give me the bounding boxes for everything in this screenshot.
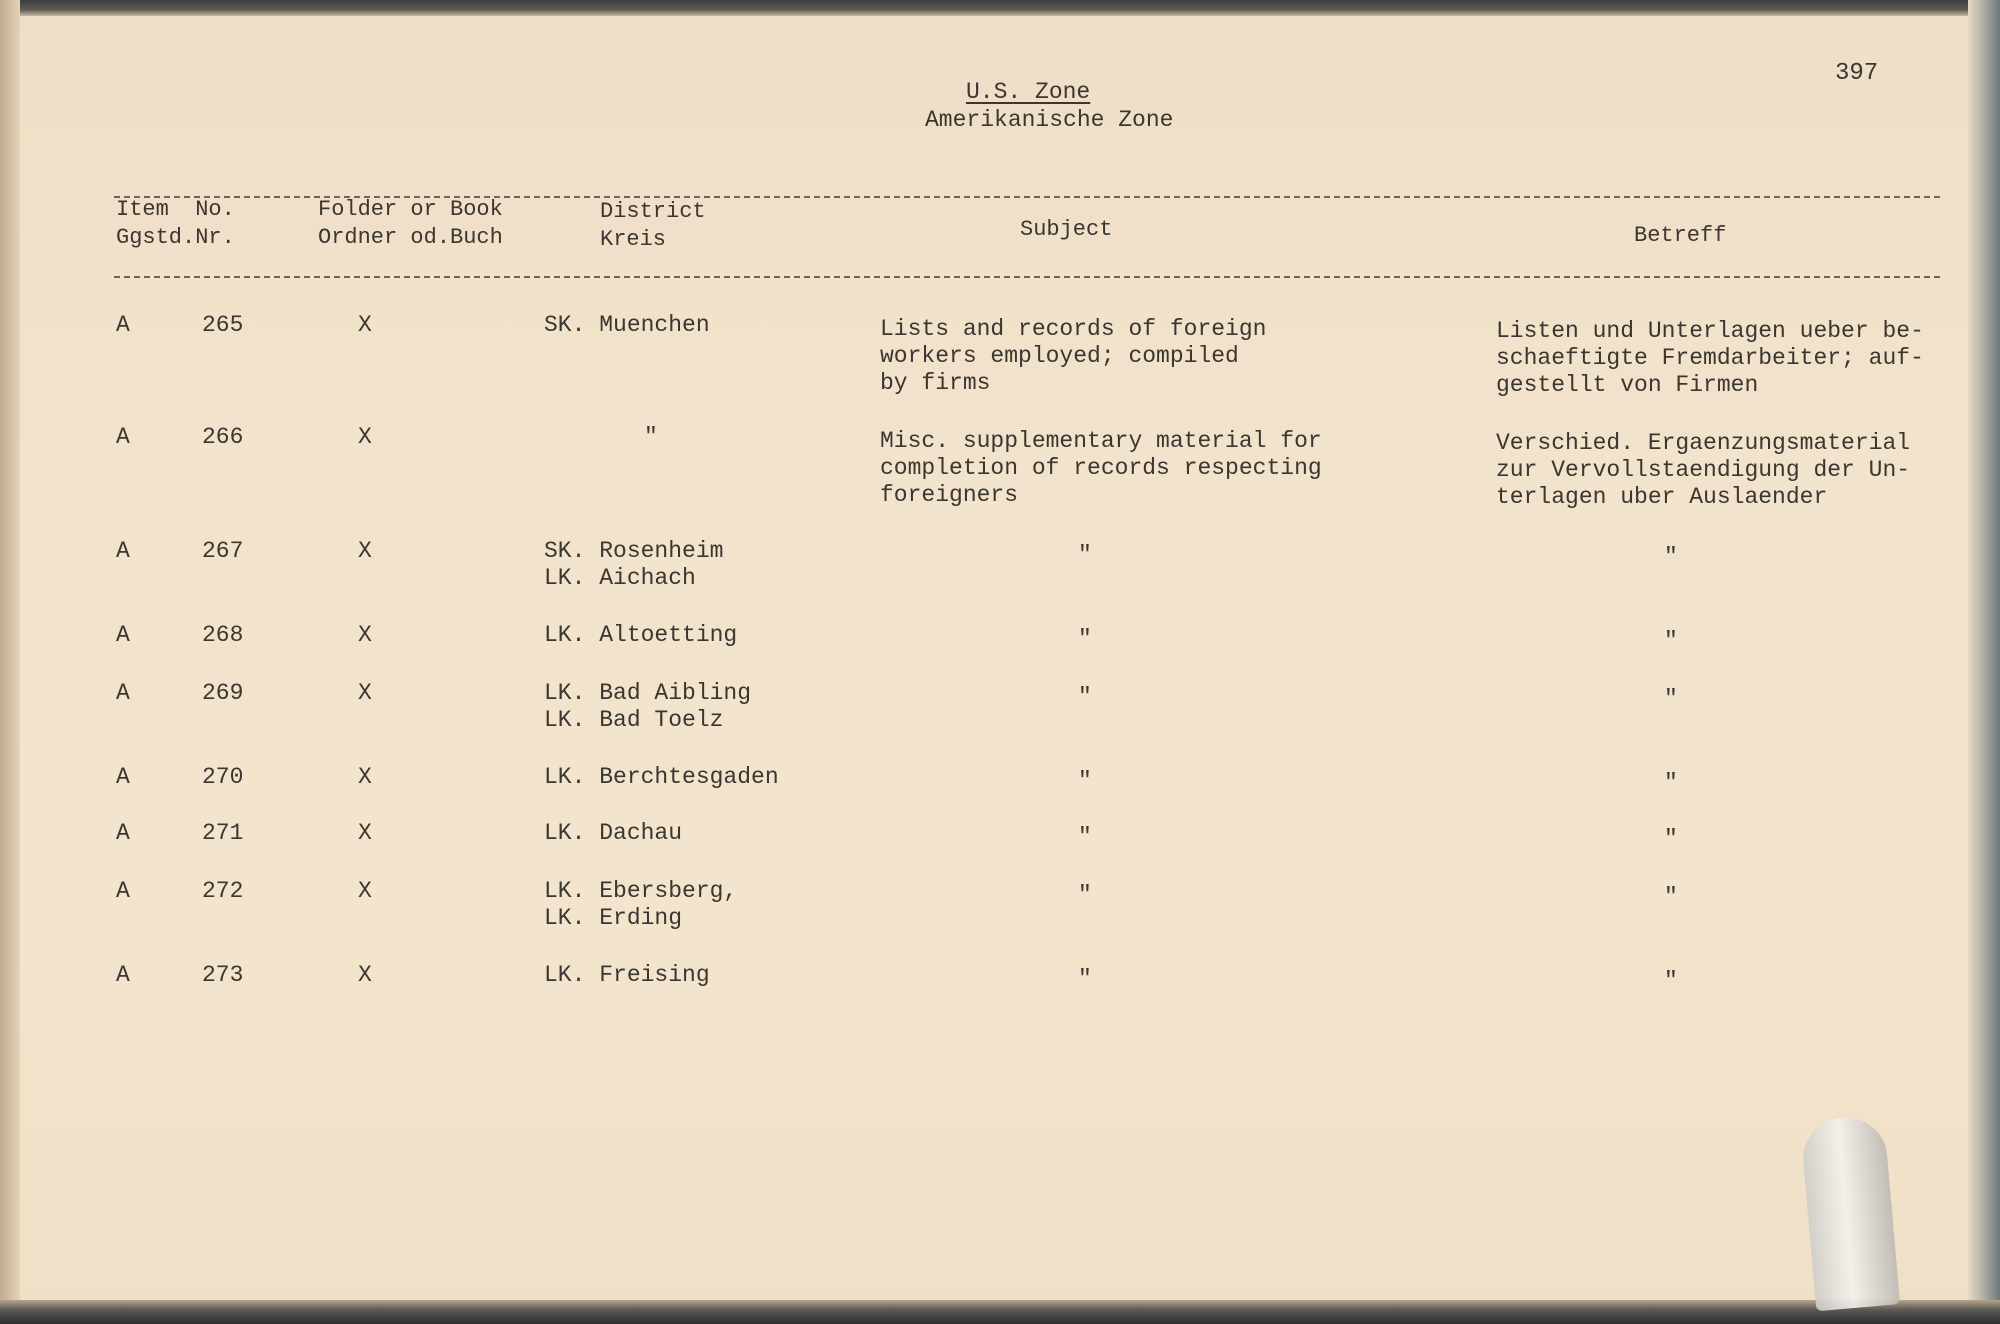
item-number: 265 (202, 312, 244, 338)
district-line: SK. Rosenheim (544, 538, 724, 564)
folder-mark: X (358, 622, 372, 648)
folder-mark: X (358, 820, 372, 846)
item-letter: A (116, 312, 130, 338)
col-district-label-2: Kreis (600, 227, 667, 252)
betreff-line: " (1664, 826, 1678, 852)
folder-mark: X (358, 424, 372, 450)
district-line: LK. Erding (544, 905, 683, 931)
betreff-line: gestellt von Firmen (1496, 372, 1759, 398)
subject-line: by firms (880, 370, 991, 396)
district-line: LK. Freising (544, 962, 710, 988)
item-number: 272 (202, 878, 244, 904)
subject-line: " (1078, 966, 1092, 992)
binder-edge-top (0, 0, 2000, 16)
district-line: LK. Berchtesgaden (544, 764, 779, 790)
subject-line: " (1078, 542, 1092, 568)
subject-line: Lists and records of foreign (880, 316, 1267, 342)
district-line: LK. Dachau (544, 820, 683, 846)
col-folder-label-2: Ordner od.Buch (318, 225, 503, 250)
betreff-line: terlagen uber Auslaender (1496, 484, 1828, 510)
item-letter: A (116, 764, 130, 790)
betreff-line: zur Vervollstaendigung der Un- (1496, 457, 1911, 483)
district-line: LK. Aichach (544, 565, 696, 591)
col-item-label-1: Item No. (116, 197, 235, 222)
item-letter: A (116, 878, 130, 904)
col-folder-label-1: Folder or Book (318, 197, 503, 222)
folder-mark: X (358, 538, 372, 564)
subject-line: foreigners (880, 482, 1019, 508)
district-line: LK. Ebersberg, (544, 878, 738, 904)
betreff-line: " (1664, 628, 1678, 654)
betreff-line: Verschied. Ergaenzungsmaterial (1496, 430, 1911, 456)
item-number: 269 (202, 680, 244, 706)
col-betreff-label: Betreff (1634, 223, 1727, 248)
item-number: 268 (202, 622, 244, 648)
item-number: 270 (202, 764, 244, 790)
binder-clip (1800, 1115, 1900, 1312)
folder-mark: X (358, 962, 372, 988)
district-line: LK. Bad Aibling (544, 680, 752, 706)
item-number: 273 (202, 962, 244, 988)
zone-title-en: U.S. Zone (966, 79, 1091, 105)
subject-line: " (1078, 684, 1092, 710)
folder-mark: X (358, 312, 372, 338)
folder-mark: X (358, 878, 372, 904)
folder-mark: X (358, 680, 372, 706)
betreff-line: schaeftigte Fremdarbeiter; auf- (1496, 345, 1924, 371)
folder-mark: X (358, 764, 372, 790)
item-letter: A (116, 538, 130, 564)
item-letter: A (116, 962, 130, 988)
district-line: " (644, 424, 658, 450)
item-letter: A (116, 424, 130, 450)
district-line: LK. Altoetting (544, 622, 738, 648)
binder-edge-bottom (0, 1300, 2000, 1324)
betreff-line: " (1664, 544, 1678, 570)
item-number: 267 (202, 538, 244, 564)
binder-edge-right (1968, 0, 2000, 1324)
zone-title-de: Amerikanische Zone (925, 107, 1174, 133)
betreff-line: " (1664, 968, 1678, 994)
betreff-line: " (1664, 770, 1678, 796)
item-letter: A (116, 680, 130, 706)
betreff-line: " (1664, 686, 1678, 712)
binder-edge-left (0, 0, 20, 1324)
betreff-line: Listen und Unterlagen ueber be- (1496, 318, 1924, 344)
col-district-label-1: District (600, 199, 706, 224)
item-letter: A (116, 820, 130, 846)
header-rule-bottom (114, 276, 1940, 278)
subject-line: completion of records respecting (880, 455, 1322, 481)
district-line: LK. Bad Toelz (544, 707, 724, 733)
subject-line: Misc. supplementary material for (880, 428, 1322, 454)
subject-line: " (1078, 626, 1092, 652)
district-line: SK. Muenchen (544, 312, 710, 338)
item-number: 266 (202, 424, 244, 450)
col-subject-label: Subject (1020, 217, 1113, 242)
item-letter: A (116, 622, 130, 648)
subject-line: " (1078, 882, 1092, 908)
col-item-label-2: Ggstd.Nr. (116, 225, 235, 250)
subject-line: " (1078, 824, 1092, 850)
betreff-line: " (1664, 884, 1678, 910)
page-number: 397 (1835, 60, 1879, 87)
subject-line: workers employed; compiled (880, 343, 1239, 369)
item-number: 271 (202, 820, 244, 846)
subject-line: " (1078, 768, 1092, 794)
